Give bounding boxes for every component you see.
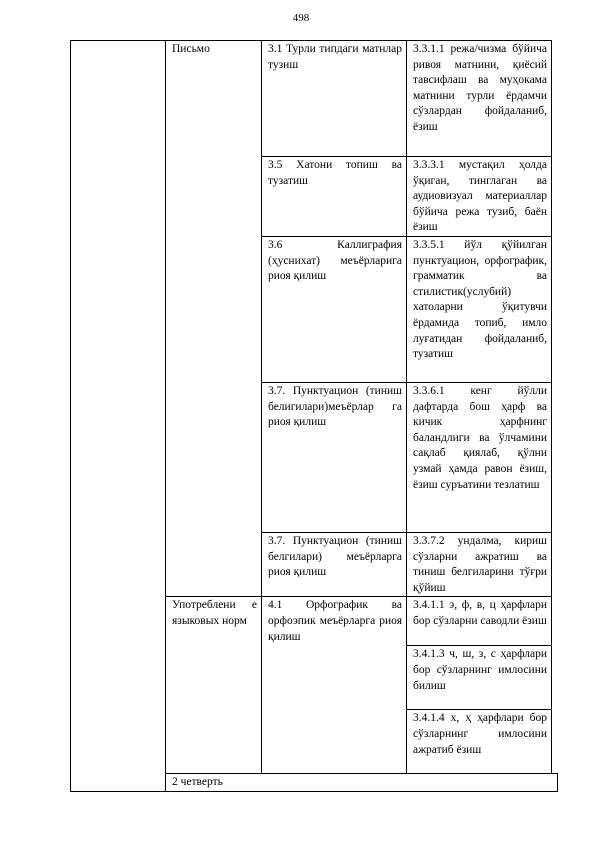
section-name-cell: Употреблени е языковых норм — [166, 597, 262, 774]
skill-cell: 3.7. Пунктуацион (тиниш белгилари) меъёрларга риоя қилиш — [262, 533, 407, 597]
outcome-cell: 3.4.1.1 э, ф, в, ц ҳарфлари бор сўзларни саводли ёзиш — [407, 597, 552, 646]
outcome-cell: 3.3.5.1 йўл қўйилган пунктуацион, орфографик, грамматик ва стилистик(услубий) хатоларни ўқитувчи ёрдамида топиб, имло луғатидан фойдаланиб, тузатиш — [407, 237, 552, 383]
outcome-cell: 3.4.1.4 х, ҳ ҳарфлари бор сўзларнинг имлосини ажратиб ёзиш — [407, 710, 552, 774]
outcome-cell: 3.3.3.1 мустақил ҳолда ўқиган, тинглаган ва аудиовизуал материаллар бўйича режа тузиб, баён ёзиш — [407, 157, 552, 237]
skill-cell: 4.1 Орфографик ва орфоэпик меъёрларга риоя қилиш — [262, 597, 407, 774]
skill-cell: 3.1 Турли типдаги матнлар тузиш — [262, 41, 407, 157]
outcome-cell: 3.4.1.3 ч, ш, з, с ҳарфлари бор сўзларнинг имлосини билиш — [407, 646, 552, 710]
outcome-cell: 3.3.7.2 ундалма, кириш сўзларни ажратиш ва тиниш белгиларини тўғри қўйиш — [407, 533, 552, 597]
curriculum-table — [70, 40, 558, 792]
quarter-label-cell: 2 четверть — [166, 774, 558, 792]
skill-cell: 3.7. Пунктуацион (тиниш белигилари)меъёрлар га риоя қилиш — [262, 383, 407, 533]
skill-cell: 3.5 Хатони топиш ва тузатиш — [262, 157, 407, 237]
page-number: 498 — [292, 12, 310, 24]
section-name-cell: Письмо — [166, 41, 262, 597]
table-row — [71, 41, 558, 157]
outcome-cell: 3.3.6.1 кенг йўлли дафтарда бош ҳарф ва кичик ҳарфнинг баландлиги ва ўлчамини сақлаб қиялаб, қўлни узмай ҳамда равон ёзиш, ёзиш суръатини тезлатиш — [407, 383, 552, 533]
empty-cell — [71, 41, 166, 792]
skill-cell: 3.6 Каллиграфия (ҳуснихат) меъёрларига риоя қилиш — [262, 237, 407, 383]
outcome-cell: 3.3.1.1 режа/чизма бўйича ривоя матнини, қиёсий тавсифлаш ва муҳокама матнини турли ёрдамчи сўзлардан фойдаланиб, ёзиш — [407, 41, 552, 157]
